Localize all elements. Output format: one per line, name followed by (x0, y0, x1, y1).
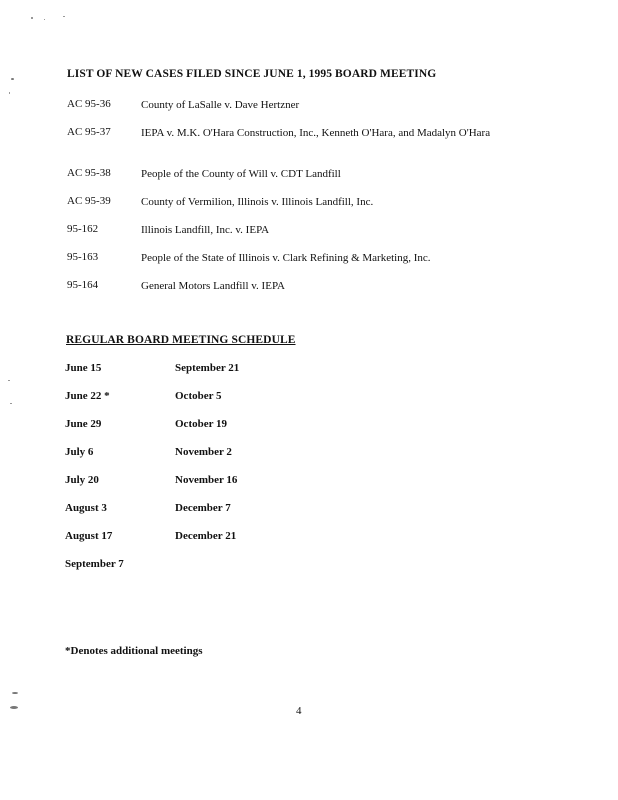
case-number: AC 95-39 (67, 195, 111, 207)
scan-speck (11, 78, 14, 80)
case-title: County of LaSalle v. Dave Hertzner (141, 99, 300, 111)
case-title: General Motors Landfill v. IEPA (141, 280, 285, 292)
scan-speck (44, 19, 45, 20)
case-title: IEPA v. M.K. O'Hara Construction, Inc., Kenneth O'Hara, and Madalyn O'Hara (141, 127, 491, 139)
new-cases-heading: LIST OF NEW CASES FILED SINCE JUNE 1, 1995 BOARD MEETING (67, 68, 437, 80)
schedule-date: December 7 (175, 502, 231, 514)
schedule-date: October 19 (175, 418, 228, 430)
schedule-date: August 17 (65, 530, 113, 542)
schedule-date: July 6 (65, 446, 94, 458)
schedule-date: July 20 (65, 474, 99, 486)
case-number: 95-164 (67, 279, 99, 291)
schedule-date: August 3 (65, 502, 107, 514)
scan-speck (31, 17, 33, 19)
schedule-date: November 16 (175, 474, 238, 486)
schedule-date: November 2 (175, 446, 232, 458)
case-number: AC 95-37 (67, 126, 111, 138)
page-number: 4 (296, 705, 302, 717)
case-title: County of Vermilion, Illinois v. Illinois Landfill, Inc. (141, 196, 374, 208)
schedule-date: June 15 (65, 362, 102, 374)
scan-speck (10, 706, 18, 709)
scan-speck (63, 16, 65, 17)
scan-speck (10, 403, 12, 404)
case-title: People of the State of Illinois v. Clark Refining & Marketing, Inc. (141, 252, 431, 264)
case-number: AC 95-38 (67, 167, 111, 179)
schedule-date: September 21 (175, 362, 240, 374)
schedule-date: June 22 * (65, 390, 110, 402)
case-number: 95-163 (67, 251, 99, 263)
case-title: Illinois Landfill, Inc. v. IEPA (141, 224, 270, 236)
scan-speck (8, 380, 10, 381)
footnote: *Denotes additional meetings (65, 645, 203, 657)
case-title: People of the County of Will v. CDT Landfill (141, 168, 341, 180)
case-number: AC 95-36 (67, 98, 111, 110)
scan-speck (12, 692, 18, 694)
case-number: 95-162 (67, 223, 99, 235)
schedule-heading: REGULAR BOARD MEETING SCHEDULE (66, 334, 296, 346)
schedule-date: June 29 (65, 418, 102, 430)
schedule-date: December 21 (175, 530, 237, 542)
schedule-date: October 5 (175, 390, 222, 402)
scan-speck (9, 92, 10, 94)
schedule-date: September 7 (65, 558, 124, 570)
